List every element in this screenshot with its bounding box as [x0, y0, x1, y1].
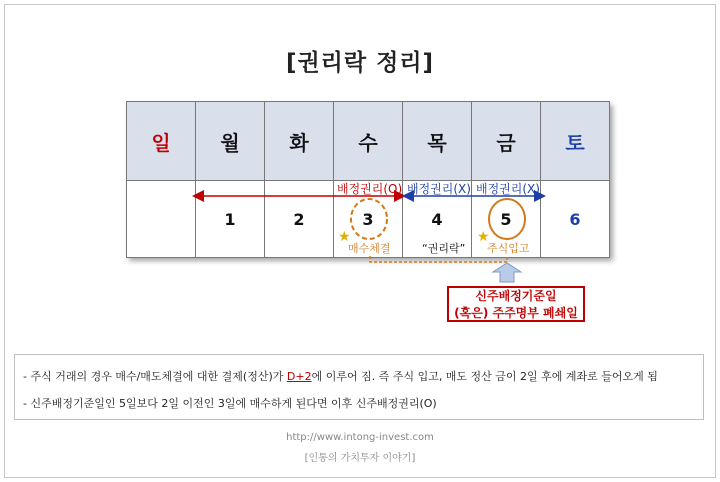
- callout-line2: (혹은) 주주명부 폐쇄일: [454, 306, 578, 320]
- footer-url: http://www.intong-invest.com: [286, 432, 434, 443]
- weekday-fri: 금: [472, 102, 541, 181]
- weekday-mon: 월: [196, 102, 265, 181]
- record-date-callout: [447, 286, 585, 322]
- weekday-wed: 수: [334, 102, 403, 181]
- note-1-suffix: 에 이루어 짐. 즉 주식 입고, 매도 정산 금이 2일 후에 계좌로 들어오게 됨: [311, 370, 658, 383]
- date-cell-tue: 2: [265, 181, 334, 258]
- callout-line1: 신주배정기준일: [475, 289, 557, 303]
- weekday-thu: 목: [403, 102, 472, 181]
- page-title: [권리락 정리]: [285, 50, 435, 76]
- date-cell-wed: 3: [334, 181, 403, 258]
- footer-blog: [인통의 가치투자 이야기]: [304, 453, 416, 464]
- notes-box: [14, 354, 704, 420]
- label-right-x-thu: 배정권리(X): [407, 182, 471, 196]
- label-stock-in: 주식입고: [487, 242, 530, 255]
- weekday-sat: 토: [541, 102, 610, 181]
- note-1-highlight: D+2: [286, 370, 312, 383]
- label-right-o: 배정권리(O): [337, 182, 403, 196]
- note-1-prefix: - 주식 거래의 경우 매수/매도체결에 대한 결제(정산)가: [23, 370, 287, 383]
- label-buy-contract: 매수체결: [348, 242, 391, 255]
- weekday-tue: 화: [265, 102, 334, 181]
- note-line-2: - 신주배정기준일인 5일보다 2일 이전인 3일에 매수하게 된다면 이후 신주배정권리(O): [23, 397, 437, 410]
- label-ex-rights: “권리락”: [422, 242, 466, 255]
- star-icon: ★: [338, 229, 351, 245]
- weekday-sun: 일: [127, 102, 196, 181]
- weekday-header-row: [127, 102, 610, 181]
- label-right-x-fri: 배정권리(X): [476, 182, 540, 196]
- date-cell-sun: [127, 181, 196, 258]
- calendar: [126, 101, 610, 257]
- date-cell-thu: 4: [403, 181, 472, 258]
- star-icon: ★: [477, 229, 490, 245]
- note-line-1: [23, 368, 658, 384]
- date-cell-fri: 5: [472, 181, 541, 258]
- date-cell-sat: 6: [541, 181, 610, 258]
- date-cell-mon: 1: [196, 181, 265, 258]
